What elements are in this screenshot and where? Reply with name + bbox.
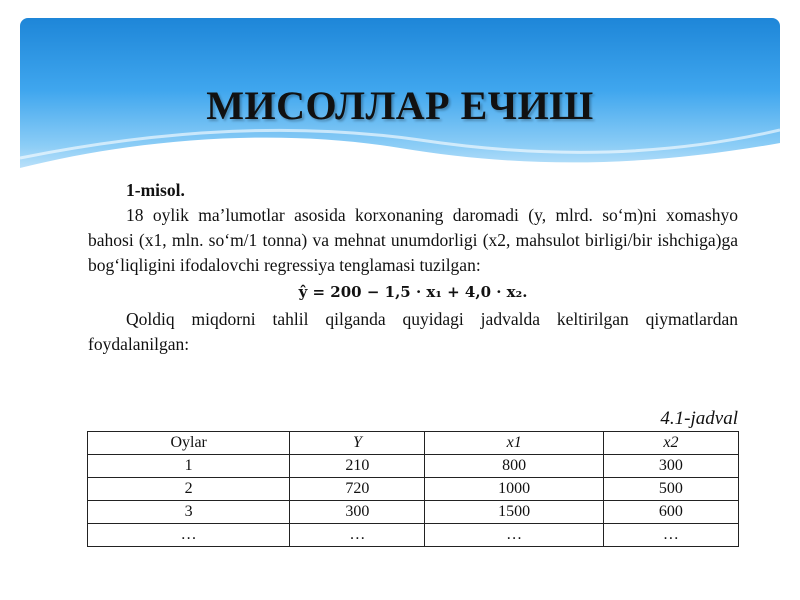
column-header-months: Oylar	[88, 432, 290, 455]
table-cell: …	[290, 524, 425, 547]
regression-formula: ŷ = 200 − 1,5 · x₁ + 4,0 · x₂.	[298, 283, 528, 301]
data-table	[87, 431, 739, 547]
table-cell: 1000	[425, 478, 603, 501]
example-content	[88, 178, 738, 357]
table-cell: 720	[290, 478, 425, 501]
table-cell: 1500	[425, 501, 603, 524]
table-header-row	[88, 432, 739, 455]
table-row	[88, 501, 739, 524]
column-header-x1: x1	[425, 432, 603, 455]
table-cell: 3	[88, 501, 290, 524]
table-cell: 210	[290, 455, 425, 478]
table-cell: 500	[603, 478, 738, 501]
table-cell: 600	[603, 501, 738, 524]
table-cell: 1	[88, 455, 290, 478]
table-cell: …	[425, 524, 603, 547]
table-row	[88, 524, 739, 547]
table-cell: …	[603, 524, 738, 547]
column-header-y: Y	[290, 432, 425, 455]
table-row	[88, 455, 739, 478]
table-row	[88, 478, 739, 501]
table-cell: 800	[425, 455, 603, 478]
table-cell: 300	[603, 455, 738, 478]
table-cell: …	[88, 524, 290, 547]
example-heading: 1-misol.	[126, 180, 185, 200]
table-cell: 2	[88, 478, 290, 501]
example-paragraph-1: 18 oylik ma’lumotlar asosida korxonaning daromadi (y, mlrd. so‘m)ni xomashyo bahosi (x1, mln. so‘m/1 tonna) va mehnat unumdorligi (x2, mahsulot birligi/bir ishchiga)ga bog‘liqligini ifodalovchi regressiya tenglamasi tuzilgan:	[88, 205, 738, 275]
table-cell: 300	[290, 501, 425, 524]
table-label: 4.1-jadval	[660, 408, 738, 429]
column-header-x2: x2	[603, 432, 738, 455]
example-paragraph-2: Qoldiq miqdorni tahlil qilganda quyidagi jadvalda keltirilgan qiymatlardan foydalanilgan:	[88, 309, 738, 354]
page-title: МИСОЛЛАР ЕЧИШ	[206, 83, 594, 128]
